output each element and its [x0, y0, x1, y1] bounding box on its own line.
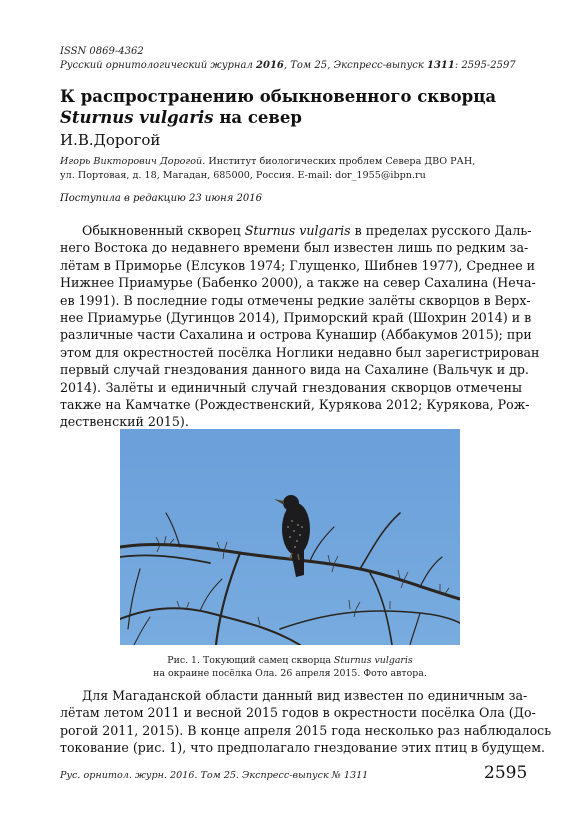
para2-line: Для Магаданской области данный вид известен по единичным за-: [82, 688, 528, 703]
paragraph-1: [60, 222, 540, 431]
paragraph-2: [60, 687, 552, 757]
caption-line-1: [60, 654, 520, 667]
para2-line: токование (рис. 1), что предполагало гнездование этих птиц в будущем.: [60, 740, 546, 756]
author-affiliation: [60, 155, 530, 182]
para1-text-after: в пределах русского Даль-: [350, 223, 532, 238]
article-title: [60, 86, 530, 128]
title-line-2: [60, 107, 530, 128]
caption-line-2: на окраине посёлка Ола. 26 апреля 2015. Фото автора.: [153, 668, 427, 679]
para1-line: 2014). Залёты и единичный случай гнездования скворцов отмечены: [60, 379, 522, 395]
affiliation-line-1: [60, 155, 530, 169]
issn: ISSN 0869-4362: [60, 46, 144, 57]
affiliation-institute: . Институт биологических проблем Севера ДВО РАН,: [202, 156, 476, 167]
journal-header: [60, 59, 516, 72]
para1-line: этом для окрестностей посёлка Ноглики недавно был зарегистрирован: [60, 344, 540, 360]
para1-line: лётам в Приморье (Елсуков 1974; Глущенко, Шибнев 1977), Среднее и: [60, 257, 536, 273]
para1-line: него Востока до недавнего времени был известен лишь по редким за-: [60, 240, 529, 256]
para2-line: лётам летом 2011 и весной 2015 годов в окрестности посёлка Ола (До-: [60, 705, 536, 721]
title-rest: на север: [213, 108, 302, 127]
journal-issue: 1311: [427, 60, 455, 71]
starling-photo-illustration: [120, 429, 460, 645]
para1-latin: Sturnus vulgaris: [244, 223, 351, 238]
para2-line: рогой 2011, 2015). В конце апреля 2015 года несколько раз наблюдалось: [60, 722, 552, 738]
title-latin: Sturnus vulgaris: [60, 108, 214, 127]
para1-line: Нижнее Приамурье (Бабенко 2000), а также на север Сахалина (Неча-: [60, 275, 536, 291]
journal-pages: : 2595-2597: [454, 60, 516, 71]
starling-photo: [120, 429, 460, 645]
affiliation-line-2: ул. Портовая, д. 18, Магадан, 685000, Россия. E-mail: dor_1955@ibpn.ru: [60, 169, 426, 181]
received-date: Поступила в редакцию 23 июня 2016: [60, 193, 262, 204]
page-number: 2595: [484, 763, 528, 783]
para1-line: дественский 2015).: [60, 414, 189, 430]
para1-line: [60, 222, 532, 239]
figure-caption: [60, 654, 520, 680]
para1-line: нее Приамурье (Дугинцов 2014), Приморский край (Шохрин 2014) и в: [60, 310, 532, 326]
para1-line: различные части Сахалина и острова Кунашир (Аббакумов 2015); при: [60, 327, 532, 343]
author-name: И.В.Дорогой: [60, 131, 161, 149]
para1-line: также на Камчатке (Рождественский, Курякова 2012; Курякова, Рож-: [60, 397, 530, 413]
para1-line: ев 1991). В последние годы отмечены редкие залёты скворцов в Верх-: [60, 292, 531, 308]
journal-year: 2016: [256, 60, 284, 71]
affiliation-name: Игорь Викторович Дорогой: [60, 156, 203, 167]
footer-citation: Рус. орнитол. журн. 2016. Том 25. Экспресс-выпуск № 1311: [60, 770, 369, 781]
journal-volume: , Том 25, Экспресс-выпуск: [283, 60, 427, 71]
caption-latin: Sturnus vulgaris: [333, 655, 413, 666]
caption-prefix: Рис. 1. Токующий самец скворца: [167, 655, 334, 666]
journal-name: Русский орнитологический журнал: [60, 60, 257, 71]
title-line-1: К распространению обыкновенного скворца: [60, 87, 497, 106]
para1-line: первый случай гнездования данного вида на Сахалине (Вальчук и др.: [60, 362, 529, 378]
para1-text: Обыкновенный скворец: [82, 223, 245, 238]
